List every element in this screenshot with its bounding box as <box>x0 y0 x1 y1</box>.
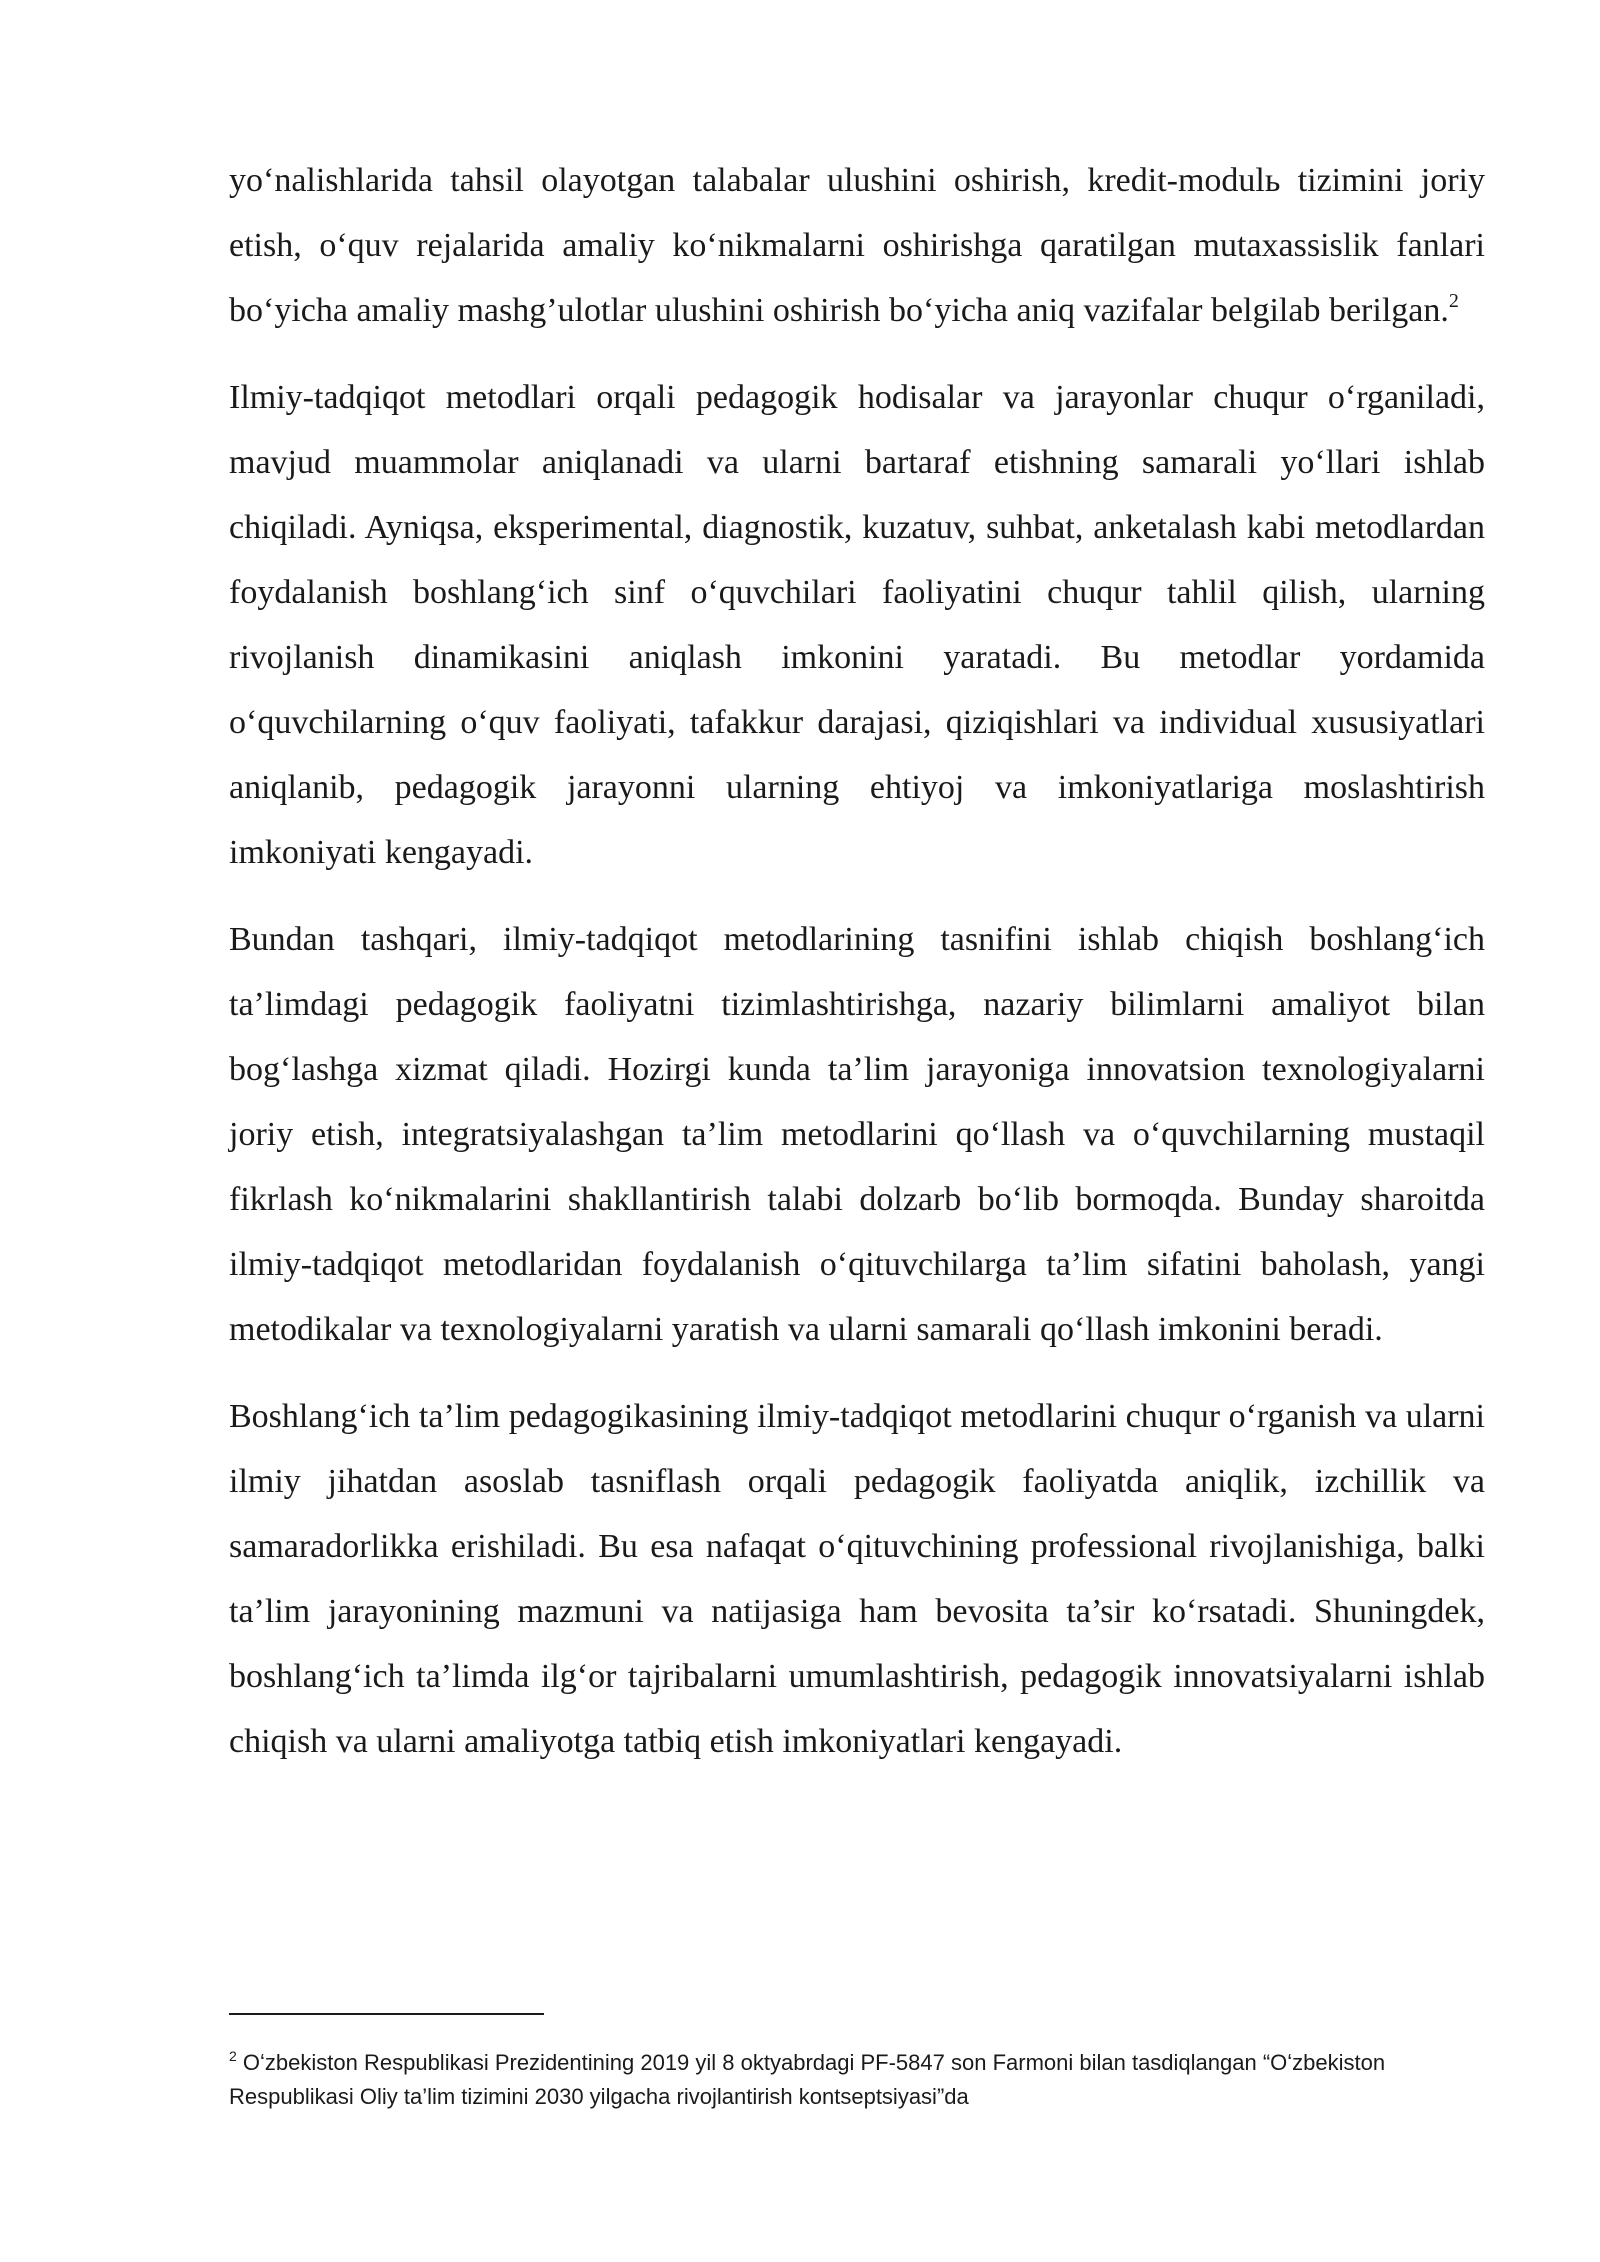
footnote-reference[interactable]: 2 <box>1448 290 1459 312</box>
footnote-text: Oʻzbekiston Respublikasi Prezidentining 2019 yil 8 oktyabrdagi PF-5847 son Farmoni bilan tasdiqlangan “Oʻzbekiston Respublikasi Oliy ta’lim tizimini 2030 yilgacha rivojlantirish kontseptsiyasi”da <box>229 2050 1386 2109</box>
paragraph-2-text: Ilmiy-tadqiqot metodlari orqali pedagogik hodisalar va jarayonlar chuqur oʻrganiladi, mavjud muammolar aniqlanadi va ularni bartaraf etishning samarali yoʻllari ishlab chiqiladi. Ayniqsa, eksperimental, diagnostik, kuzatuv, suhbat, anketalash kabi metodlardan foydalanish boshlangʻich sinf oʻquvchilari faoliyatini chuqur tahlil qilish, ularning rivojlanish dinamikasini aniqlash imkonini yaratadi. Bu metodlar yordamida oʻquvchilarning oʻquv faoliyati, tafakkur darajasi, qiziqishlari va individual xususiyatlari aniqlanib, pedagogik jarayonni ularning ehtiyoj va imkoniyatlariga moslashtirish imkoniyati kengayadi. <box>229 379 1485 871</box>
paragraph-3-text: Bundan tashqari, ilmiy-tadqiqot metodlarining tasnifini ishlab chiqish boshlangʻich ta’limdagi pedagogik faoliyatni tizimlashtirishga, nazariy bilimlarni amaliyot bilan bogʻlashga xizmat qiladi. Hozirgi kunda ta’lim jarayoniga innovatsion texnologiyalarni joriy etish, integratsiyalashgan ta’lim metodlarini qoʻllash va oʻquvchilarning mustaqil fikrlash koʻnikmalarini shakllantirish talabi dolzarb boʻlib bormoqda. Bunday sharoitda ilmiy-tadqiqot metodlaridan foydalanish oʻqituvchilarga ta’lim sifatini baholash, yangi metodikalar va texnologiyalarni yaratish va ularni samarali qoʻllash imkonini beradi. <box>229 921 1485 1348</box>
paragraph-1-text: yoʻnalishlarida tahsil olayotgan talabalar ulushini oshirish, kredit-modulь tizimini joriy etish, oʻquv rejalarida amaliy koʻnikmalarni oshirishga qaratilgan mutaxassislik fanlari boʻyicha amaliy mashg’ulotlar ulushini oshirish boʻyicha aniq vazifalar belgilab berilgan. <box>229 162 1485 329</box>
paragraph-2 <box>229 365 1485 885</box>
paragraph-1 <box>229 148 1485 343</box>
footnote-number: 2 <box>229 2048 237 2064</box>
footnote <box>229 2046 1485 2114</box>
paragraph-4 <box>229 1384 1485 1774</box>
body-text <box>229 148 1485 1774</box>
paragraph-3 <box>229 907 1485 1362</box>
paragraph-4-text: Boshlangʻich ta’lim pedagogikasining ilmiy-tadqiqot metodlarini chuqur oʻrganish va ularni ilmiy jihatdan asoslab tasniflash orqali pedagogik faoliyatda aniqlik, izchillik va samaradorlikka erishiladi. Bu esa nafaqat oʻqituvchining professional rivojlanishiga, balki ta’lim jarayonining mazmuni va natijasiga ham bevosita ta’sir koʻrsatadi. Shuningdek, boshlangʻich ta’limda ilgʻor tajribalarni umumlashtirish, pedagogik innovatsiyalarni ishlab chiqish va ularni amaliyotga tatbiq etish imkoniyatlari kengayadi. <box>229 1398 1485 1760</box>
footnote-separator <box>229 2013 544 2015</box>
